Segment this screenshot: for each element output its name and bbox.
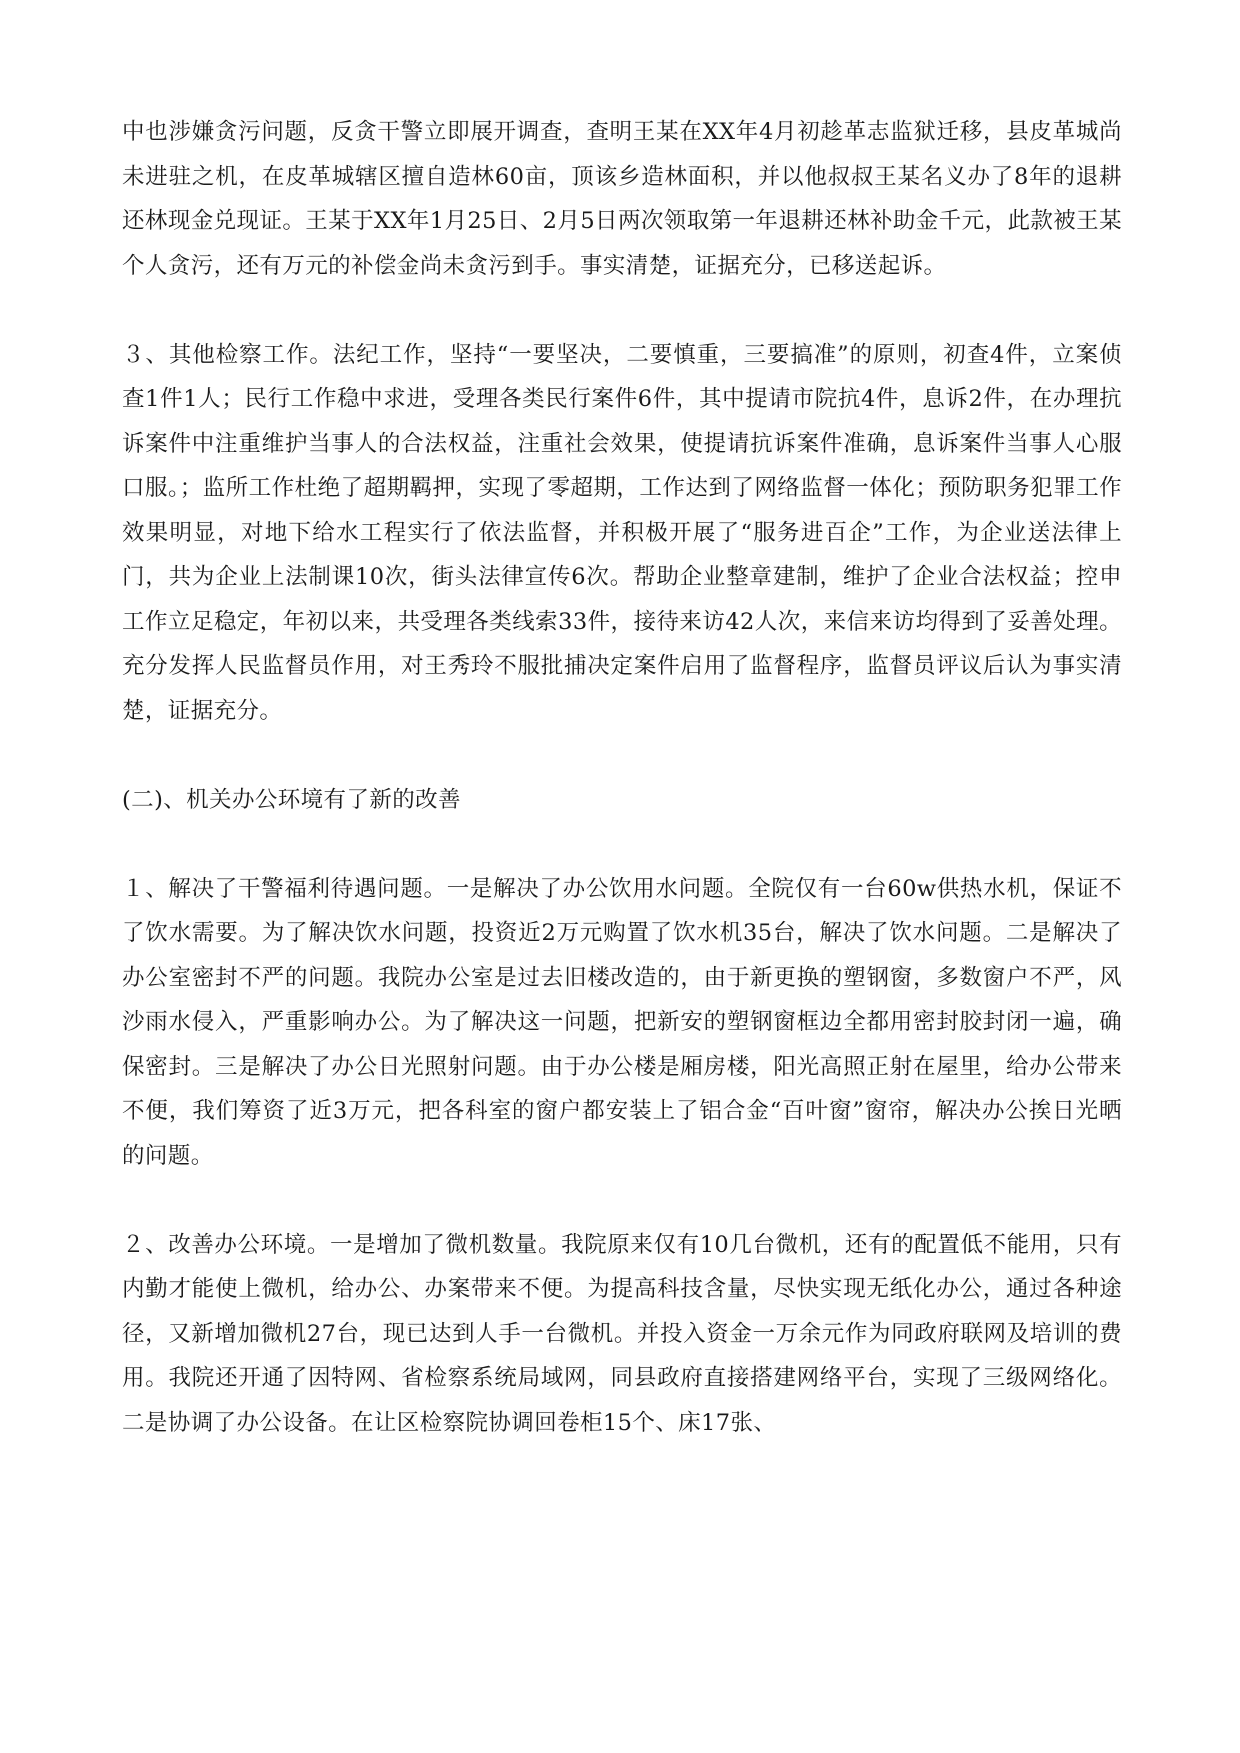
paragraph-office-improvement: ２、改善办公环境。一是增加了微机数量。我院原来仅有10几台微机，还有的配置低不能用，只有内勤才能使上微机，给办公、办案带来不便。为提高科技含量，尽快实现无纸化办公，通过各种途径，又新增加微机27台，现已达到人手一台微机。并投入资金一万余元作为同政府联网及培训的费用。我院还开通了因特网、省检察系统局域网，同县政府直接搭建网络平台，实现了三级网络化。二是协调了办公设备。在让区检察院协调回卷柜15个、床17张、 xyxy=(122,1231,1122,1436)
section-heading-office-environment: (二)、机关办公环境有了新的改善 xyxy=(122,786,461,813)
paragraph-embezzlement-case: 中也涉嫌贪污问题，反贪干警立即展开调查，查明王某在XX年4月初趁革志监狱迁移，县皮革城尚未进驻之机，在皮革城辖区擅自造林60亩，顶该乡造林面积，并以他叔叔王某名义办了8年的退耕还林现金兑现证。王某于XX年1月25日、2月5日两次领取第一年退耕还林补助金千元，此款被王某个人贪污，还有万元的补偿金尚未贪污到手。事实清楚，证据充分，已移送起诉。 xyxy=(122,119,1122,279)
paragraph-staff-welfare: １、解决了干警福利待遇问题。一是解决了办公饮用水问题。全院仅有一台60w供热水机，保证不了饮水需要。为了解决饮水问题，投资近2万元购置了饮水机35台，解决了饮水问题。二是解决了办公室密封不严的问题。我院办公室是过去旧楼改造的，由于新更换的塑钢窗，多数窗户不严，风沙雨水侵入，严重影响办公。为了解决这一问题，把新安的塑钢窗框边全都用密封胶封闭一遍，确保密封。三是解决了办公日光照射问题。由于办公楼是厢房楼，阳光高照正射在屋里，给办公带来不便，我们筹资了近3万元，把各科室的窗户都安装上了铝合金“百叶窗”窗帘，解决办公挨日光晒的问题。 xyxy=(122,875,1122,1169)
document-body xyxy=(122,110,1122,1445)
paragraph-other-procuratorial-work: ３、其他检察工作。法纪工作，坚持“一要坚决，二要慎重，三要搞准”的原则，初查4件，立案侦查1件1人；民行工作稳中求进，受理各类民行案件6件，其中提请市院抗4件，息诉2件，在办理抗诉案件中注重维护当事人的合法权益，注重社会效果，使提请抗诉案件准确，息诉案件当事人心服口服。；监所工作杜绝了超期羁押，实现了零超期，工作达到了网络监督一体化；预防职务犯罪工作效果明显，对地下给水工程实行了依法监督，并积极开展了“服务进百企”工作，为企业送法律上门，共为企业上法制课10次，街头法律宣传6次。帮助企业整章建制，维护了企业合法权益；控申工作立足稳定，年初以来，共受理各类线索33件，接待来访42人次，来信来访均得到了妥善处理。充分发挥人民监督员作用，对王秀玲不服批捕决定案件启用了监督程序，监督员评议后认为事实清楚，证据充分。 xyxy=(122,341,1122,724)
